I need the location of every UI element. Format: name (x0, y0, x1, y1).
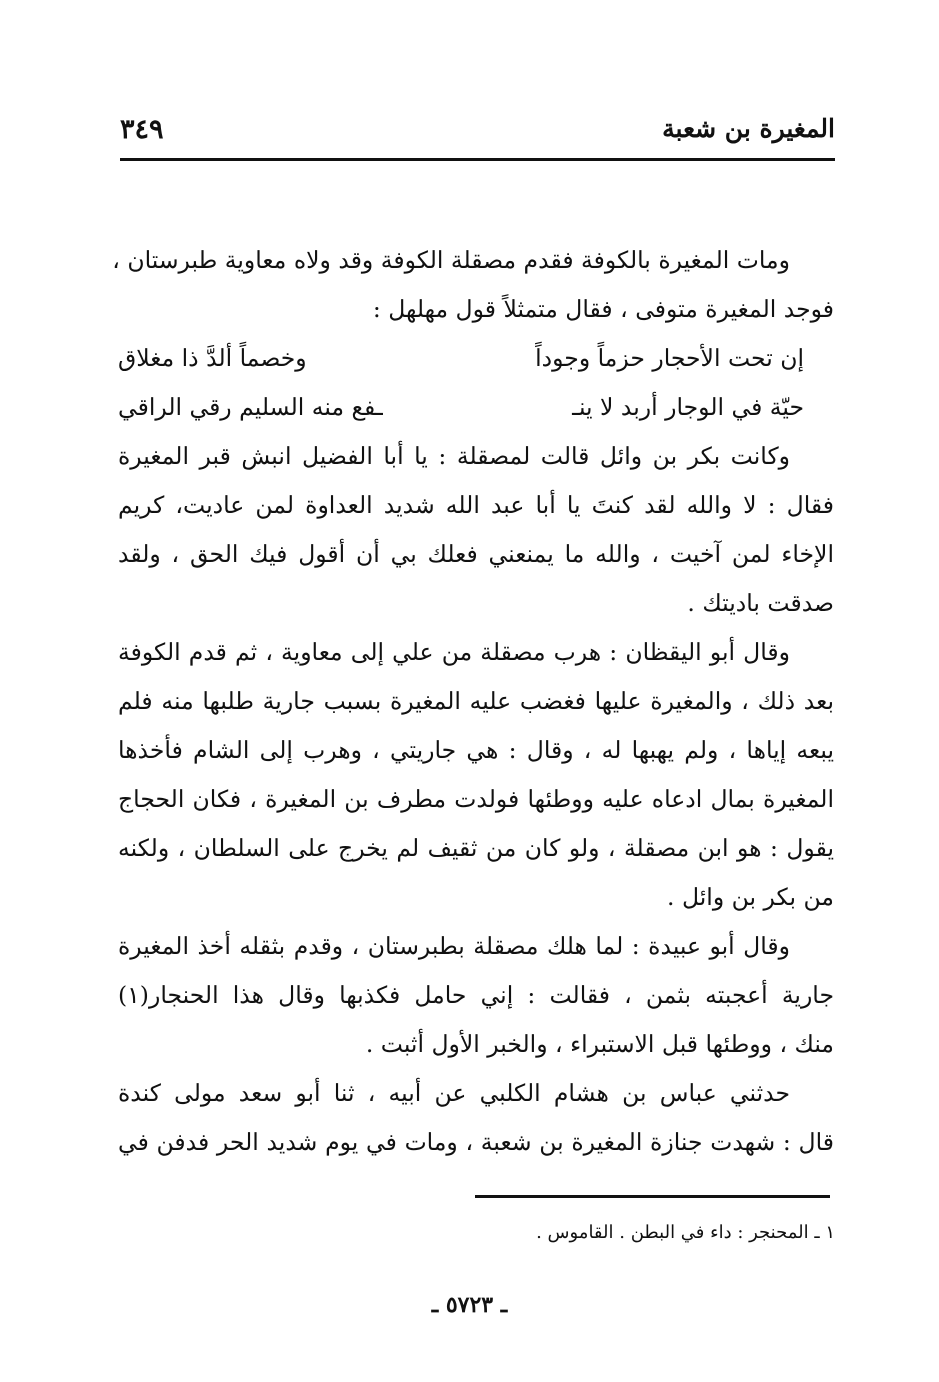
text-line: المغيرة بمال ادعاه عليه ووطئها فولدت مطرف بن المغيرة ، فكان الحجاج (118, 785, 834, 813)
header-divider (120, 158, 835, 161)
main-text (112, 236, 834, 1167)
footnote: ١ ـ المحنجر : داء في البطن . القاموس . (536, 1222, 835, 1243)
verse-first-hemistich: حيّة في الوجار أربد لا ينـ (572, 393, 804, 421)
text-line: من بكر بن وائل . (667, 883, 834, 911)
text-line: يقول : هو ابن مصقلة ، ولو كان من ثقيف لم يخرج على السلطان ، ولكنه (118, 834, 834, 862)
text-line: يبعه إياها ، ولم يهبها له ، وقال : هي جاريتي ، وهرب إلى الشام فأخذها (118, 736, 834, 764)
text-line: وكانت بكر بن وائل قالت لمصقلة : يا أبا الفضيل انبش قبر المغيرة (118, 442, 790, 470)
page-number: ٣٤٩ (120, 114, 164, 145)
verse-second-hemistich: وخصماً ألدَّ ذا مغلاق (118, 344, 307, 372)
text-line: فقال : لا والله لقد كنتَ يا أبا عبد الله شديد العداوة لمن عاديت، كريم (118, 491, 834, 519)
poem-verse (118, 383, 834, 432)
text-line: فوجد المغيرة متوفى ، فقال متمثلاً قول مهلهل : (372, 295, 834, 323)
verse-first-hemistich: إن تحت الأحجار حزماً وجوداً (535, 344, 804, 372)
poem-verse (118, 334, 834, 383)
text-line: وقال أبو اليقظان : هرب مصقلة من علي إلى معاوية ، ثم قدم الكوفة (118, 638, 790, 666)
footnote-divider (475, 1195, 830, 1198)
text-line: بعد ذلك ، والمغيرة عليها فغضب عليه المغيرة بسبب جارية طلبها منه فلم (118, 687, 834, 715)
running-header (120, 110, 835, 160)
text-line: وقال أبو عبيدة : لما هلك مصقلة بطبرستان ، وقدم بثقله أخذ المغيرة (118, 932, 790, 960)
chapter-title: المغيرة بن شعبة (662, 114, 835, 143)
text-line: حدثني عباس بن هشام الكلبي عن أبيه ، ثنا أبو سعد مولى كندة (118, 1079, 790, 1107)
text-line: منك ، ووطئها قبل الاستبراء ، والخبر الأول أثبت . (365, 1030, 834, 1058)
text-line: صدقت باديتك . (687, 589, 834, 617)
folio-number: ـ ٥٧٢٣ ـ (431, 1292, 508, 1318)
text-line: ومات المغيرة بالكوفة فقدم مصقلة الكوفة وقد ولاه معاوية طبرستان ، (112, 246, 790, 274)
text-line: قال : شهدت جنازة المغيرة بن شعبة ، ومات في يوم شديد الحر فدفن في (118, 1128, 834, 1156)
verse-second-hemistich: ـفع منه السليم رقي الراقي (118, 393, 383, 421)
text-line: الإخاء لمن آخيت ، والله ما يمنعني فعلك بي أن أقول فيك الحق ، ولقد (118, 540, 834, 568)
text-line: جارية أعجبته بثمن ، فقالت : إني حامل فكذبها وقال هذا الحنجار(١) (118, 981, 834, 1009)
